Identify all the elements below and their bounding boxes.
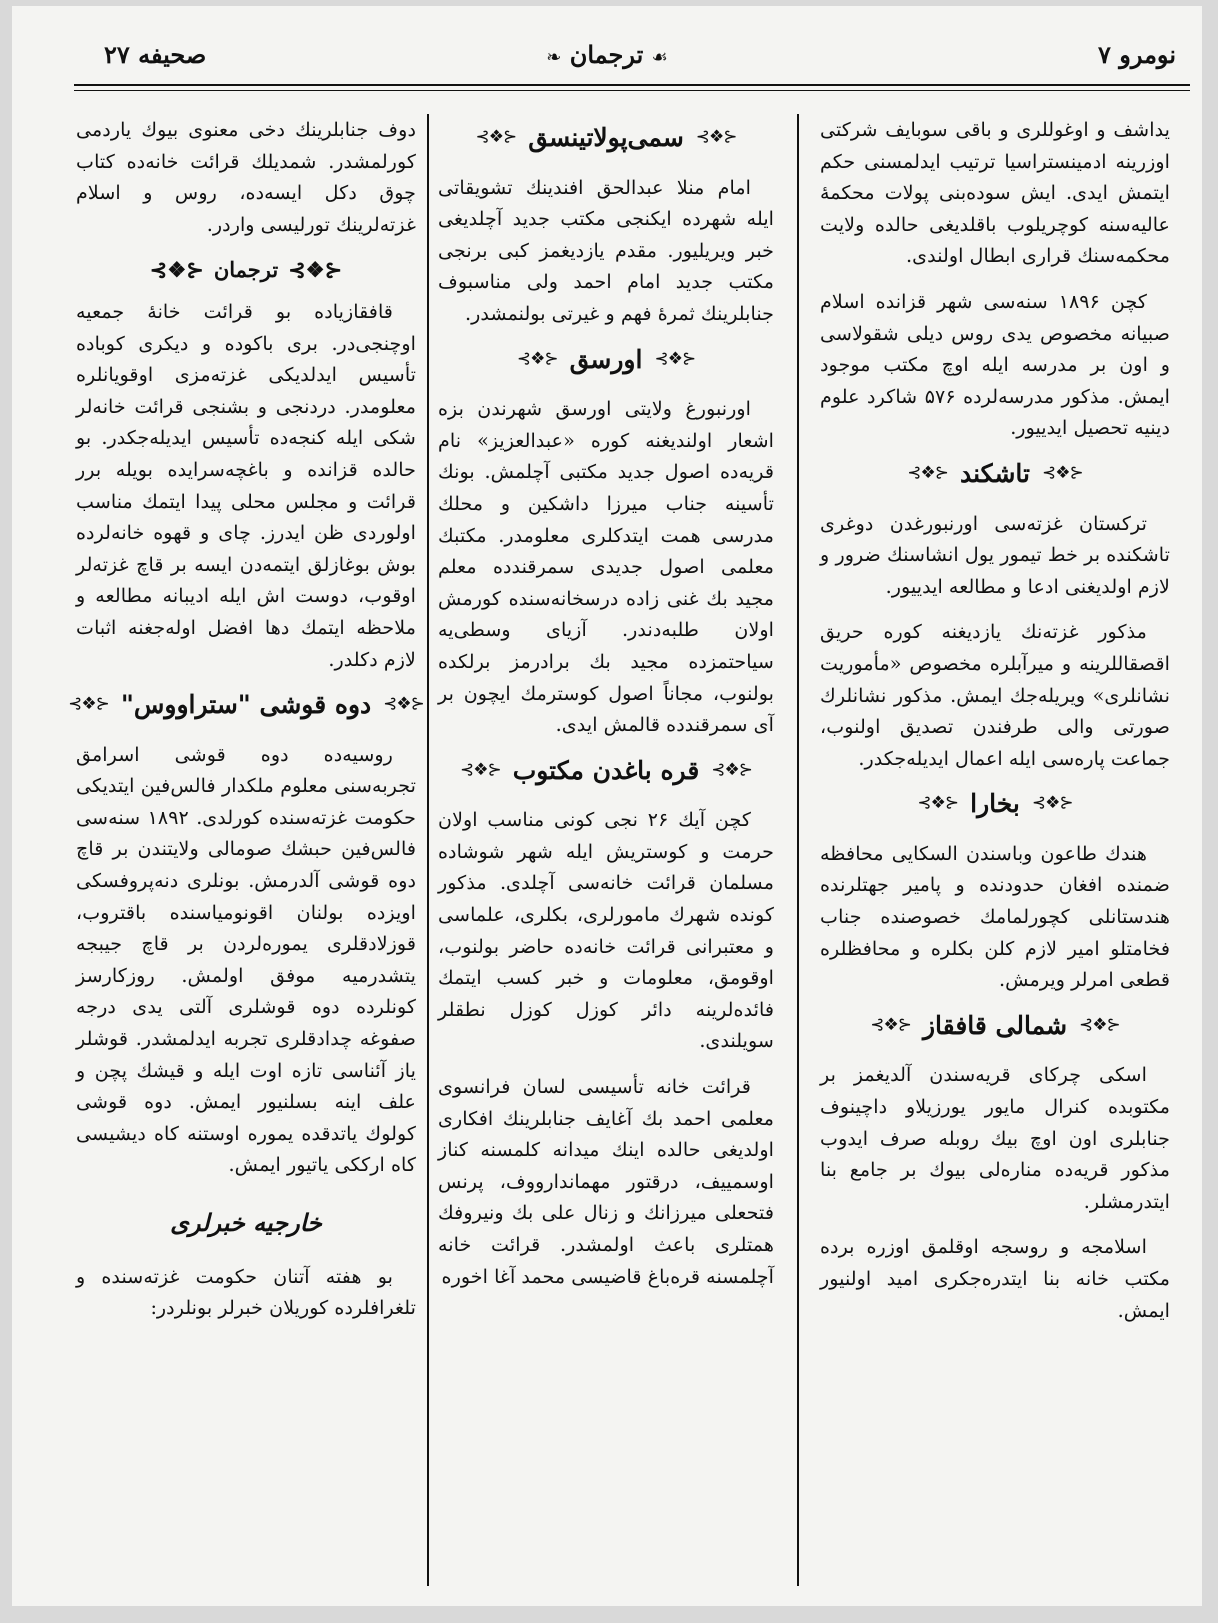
column-right	[820, 114, 1170, 1592]
ornament-icon: ⊰❖⊱	[711, 759, 753, 780]
article-paragraph: اورنبورغ ولایتی اورسق شهرندن بزه اشعار اولندیغنه کوره «عبدالعزیز» نام قریه‌ده اصول جدید مکتبی آچلمش. بونك تأسینه جناب میرزا داشکین و محلك مدرسی همت ایتدکلری معلومدر. مکتبك معلمی اصول جدیدی سمرقندده معلم مجید بك غنی زاده درسخانه‌سنده کورمش اولان طلبه‌دندر. آزیای وسطی‌یه سیاحتمزده مجید بك برادرمز برلکده بولنوب، مجاناً اصول کوسترمك ایچون بر آی سمرقندده قالمش ایدی.	[438, 397, 774, 737]
issue-number: نومرو ۷	[1097, 40, 1176, 69]
section-heading-ostrich: ⊰❖⊱ دوه قوشی "ستراووس" ⊰❖⊱	[68, 690, 424, 720]
ornament-icon: ⊰❖⊱	[1031, 793, 1073, 814]
ornament-icon: ⊰❖⊱	[459, 759, 501, 780]
article-paragraph: قرائت خانه تأسیسی لسان فرانسوی معلمی احمد بك آغایف جنابلرینك افکاری اولدیغی حالده اینك میدانه کلمسنه کناز اوسمییف، درقتور مهماندارووف، پرنس فتحعلی میرزانك و زنال علی بك ونیروفك همتلری باعث اولمشدر. قرائت خانه آچلمسنه قره‌باغ قاضیسی محمد آغا اخوره	[438, 1075, 774, 1288]
article-paragraph: امام منلا عبدالحق افندینك تشویقاتی ایله شهرده ایکنجی مکتب جدید آچلدیغی خبر ویریلیور. مقدم یازدیغمز کبی برنجی مکتب جدید امام احمد ولی مناسبوف جنابلرینك ثمرهٔ فهم و غیرتی بولنمشدر.	[438, 175, 774, 325]
section-heading-foreign-news: خارجیه خبرلری	[170, 1208, 322, 1237]
section-heading-karabagh: ⊰❖⊱ قره باغدن مکتوب ⊰❖⊱	[459, 755, 753, 785]
article-paragraph: کچن آیك ۲۶ نجی کونی مناسب اولان حرمت و کوستریش ایله شهر شوشاده مسلمان قرائت خانه‌سی آچلدی. مذکور کونده شهرك مامورلری، بکلری، علماسی و معتبرانی قرائت خانه‌ده حاضر بولنوب، اوقومق، معلومات و خبر کسب ایتمك فائده‌لرینه دائر کوزل کوزل نطقلر سویلندی.	[438, 808, 774, 1053]
article-paragraph: اسلامجه و روسجه اوقلمق اوزره برده مکتب خانه بنا ایتدره‌جکری امید اولنیور ایمش.	[820, 1235, 1170, 1322]
masthead-ornament-left: ❧	[546, 47, 562, 68]
ornament-icon: ⊰❖⊱	[383, 694, 424, 715]
ornament-icon: ⊰❖⊱	[917, 793, 959, 814]
masthead-ornament-right: ☙	[651, 47, 668, 68]
ornament-icon: ⊰❖⊱	[654, 348, 696, 369]
article-paragraph: قافقازیاده بو قرائت خانهٔ جمعیه اوچنجی‌در. بری باکوده و دیکری کوباده تأسیس ایدلدیکی غزته‌مزی اوقویانلره معلومدر. دردنجی و بشنجی قرائت خانه‌لر شکی ایله کنجه‌ده تأسیس ایدیله‌جکدر. بو حالده قزانده و باغچه‌سرایده بویله برر قرائت و مجلس محلی پیدا ایتمك مناسب اولوردی ظن ایدرز. چای و قهوه خانه‌لرده بوش بوغازلق ایتمه‌دن ایسه بر قاچ غزته‌لر اوقوب، دوست اش ایله ادیبانه مطالعه و ملاحظه ایتمك دها افضل اوله‌جغنه اثبات لازم دکلدر.	[76, 299, 416, 671]
newspaper-page	[12, 6, 1202, 1606]
section-heading-bukhara: ⊰❖⊱ بخارا ⊰❖⊱	[917, 789, 1073, 819]
article-paragraph: یداشف و اوغوللری و باقی سوبایف شرکتی اوزرینه ادمینستراسیا ترتیب ایدلمسنی حکم ایتمش ایدی. ایش سوده‌بنی پولات محکمهٔ عالیه‌سنه کوچریلوب باقلدیغی حالده ولایت محکمه‌سنك قراری ابطال اولندی.	[820, 118, 1170, 268]
article-paragraph: روسیه‌ده دوه قوشی اسرامق تجربه‌سنی معلوم ملکدار فالس‌فین ایتدیکی حکومت غزته‌سنده کورلدی. ۱۸۹۲ سنه‌سی فالس‌فین حبشك صومالی ولایتندن بر قاچ دوه قوشی آلدرمش. بونلری دنه‌پروفسکی اویزده بولنان اقونومیاسنده باقتروب، قوزلادقلری یموره‌لردن بر قاچ جیبجه یتشدرمیه موفق اولمش. روزکارسز کونلرده دوه قوشلری آلتی یدی درجه صفوغه چدادقلری تجربه ایدلمشدر. قوشلر یاز آئناسی تازه اوت ایله و قیشك پچن و علف اینه بسلنیور ایمش. دوه قوشی کولوك یاتدقده یموره اوستنه کاه دیشیسی کاه ارککی یاتیور ایمش.	[76, 742, 416, 1177]
ornament-icon: ⊰❖⊱	[475, 127, 517, 147]
article-paragraph: اسکی چرکای قریه‌سندن آلدیغمز بر مکتوبده کنرال مایور یورزیلاو داچینوف جنابلری اون اوچ بیك روبله صرف ایدوب مذکور قریه‌ده مناره‌لی بیوك بر جامع بنا ایتدرمشلر.	[820, 1063, 1170, 1213]
article-paragraph: بو هفته آتنان حکومت غزته‌سنده و تلغرافلرده کوریلان خبرلر بونلردر:	[76, 1264, 416, 1320]
masthead	[12, 40, 1202, 69]
article-paragraph: دوف جنابلرینك دخی معنوی بیوك یاردمی کورلمشدر. شمدیلك قرائت خانه‌ده کتاب چوق دکل ایسه‌ده، روس و اسلام غزته‌لرینك تورلیسی واردر.	[76, 118, 416, 236]
article-paragraph: مذکور غزته‌نك یازدیغنه کوره حریق اقصقاللرینه و میرآبلره مخصوص «مأموریت نشانلری» ویریله‌جك ایمش. مذکور نشانلرك صورتی والی طرفندن تصدیق اولنوب، جماعت پاره‌سی ایله اعمال ایدیله‌جکدر.	[820, 620, 1170, 770]
header-rule-top	[74, 84, 1190, 86]
page-number: صحیفه ۲۷	[104, 40, 207, 69]
ornament-icon: ⊰❖⊱	[695, 127, 737, 147]
section-heading-north-caucasus: ⊰❖⊱ شمالی قافقاز ⊰❖⊱	[870, 1010, 1120, 1040]
signature: ⊰❖⊱ ترجمان ⊰❖⊱	[76, 254, 416, 286]
article-paragraph: هندك طاعون وباسندن السکایی محافظه ضمنده افغان حدودنده و پامیر جهتلرنده هندستانلی کچورلمامك خصوصنده جناب فخامتلو امیر لازم کلن بکلره و محافظلره قطعی امرلر ویرمش.	[820, 841, 1170, 992]
ornament-icon: ⊰❖⊱	[907, 462, 948, 483]
ornament-icon: ⊰❖⊱	[870, 1014, 911, 1035]
ornament-icon: ⊰❖⊱	[149, 257, 204, 283]
ornament-icon: ⊰❖⊱	[516, 348, 558, 369]
paper-name: ترجمان	[569, 40, 644, 69]
column-middle	[438, 114, 774, 1592]
ornament-icon: ⊰❖⊱	[68, 694, 109, 715]
ornament-icon: ⊰❖⊱	[288, 257, 343, 283]
header-rule-bottom	[74, 90, 1190, 91]
section-heading-orsk: ⊰❖⊱ اورسق ⊰❖⊱	[516, 344, 696, 374]
article-paragraph: ترکستان غزته‌سی اورنبورغدن دوغری تاشکنده بر خط تیمور یول انشاسنك ضرور و لازم اولدیغنی ادعا و مطالعه ایدییور.	[820, 511, 1170, 598]
column-left	[68, 114, 424, 1592]
ornament-icon: ⊰❖⊱	[1079, 1014, 1120, 1035]
article-paragraph: کچن ۱۸۹۶ سنه‌سی شهر قزانده اسلام صبیانه مخصوص یدی روس دیلی شقولاسی و اون بر مدرسه ایله اوچ مکتب موجود ایمش. مذکور مدرسه‌لرده ۵۷۶ شاکرد علوم دینیه تحصیل ایدییور.	[820, 289, 1170, 440]
column-divider-right	[797, 114, 799, 1586]
ornament-icon: ⊰❖⊱	[1042, 462, 1083, 483]
section-heading-tashkent: ⊰❖⊱ تاشکند ⊰❖⊱	[907, 458, 1083, 488]
column-divider-left	[427, 114, 429, 1586]
section-heading-semipalatinsk: ⊰❖⊱ سمی‌پولاتینسق ⊰❖⊱	[475, 123, 737, 152]
